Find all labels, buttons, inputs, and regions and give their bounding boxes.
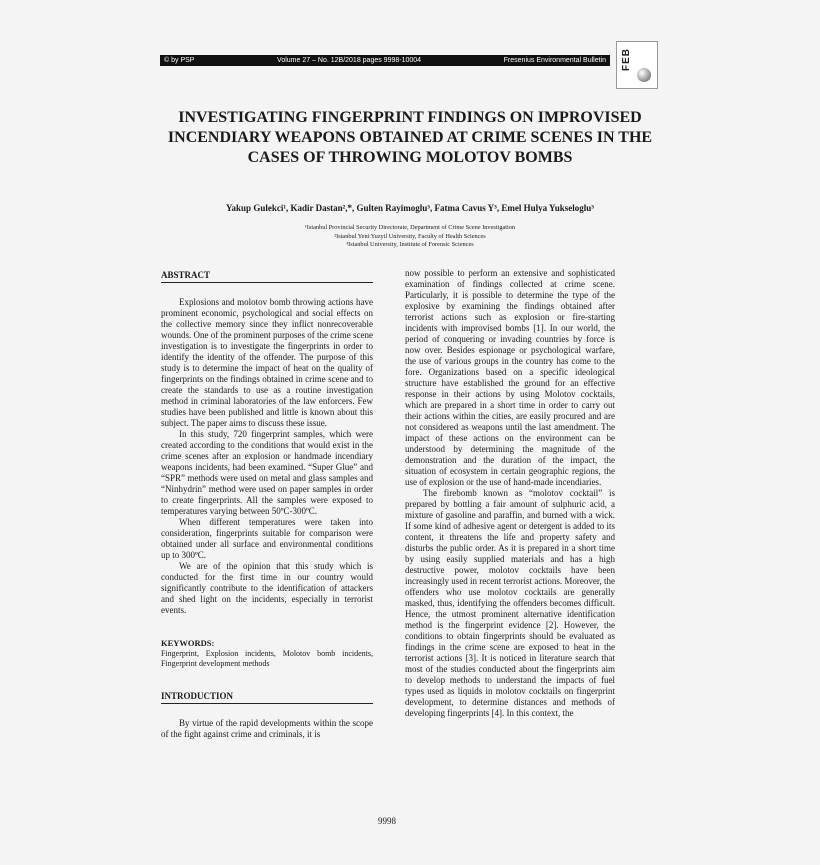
introduction-paragraph: By virtue of the rapid developments within the scope of the fight against crime and criminals, it is bbox=[161, 718, 373, 739]
page-number: 9998 bbox=[378, 816, 396, 826]
journal-header-bar bbox=[160, 55, 610, 66]
left-column bbox=[161, 270, 373, 740]
body-paragraph-1: now possible to perform an extensive and sophisticated examination of findings collected at crime scene. Particularly, it is possible to determine the type of the explosive by examining the findings obtained after terrorist actions such as explosion or fire-starting incidents with improvised bombs [1]. In our world, the period of conquering or invading countries by force is now over. Besides espionage or psychological warfare, the use of various groups in the country has come to the fore. Organizations based on a specific ideological structure have established the ground for an effective response in their actions by using Molotov cocktails, which are prepared in a short time in order to carry out their actions within the cities, are easily procured and are not considered as weapons until the last amendment. The impact of these actions on the environment can be understood by determining the magnitude of the demonstration and the duration of the impact, the situation of ecosystem in certain geographic regions, the use of explosion or the use of hand-made incendiaries. bbox=[405, 268, 615, 487]
author-list: Yakup Gulekci¹, Kadir Dastan²,*, Gulten Rayimoglu³, Fatma Cavus Y³, Emel Hulya Yukseloglu³ bbox=[226, 203, 594, 213]
abstract-paragraph-4: We are of the opinion that this study which is conducted for the first time in our country would significantly contribute to the identification of attackers and shed light on the incidents, especially in terrorist events. bbox=[161, 561, 373, 615]
logo-text: FEB bbox=[621, 48, 632, 71]
abstract-paragraph-2: In this study, 720 fingerprint samples, which were created according to the conditions that would exist in the crime scenes after an explosion or handmade incendiary weapons incidents, had been examined. “Super Glue” and “SPR” methods were used on metal and glass samples and “Ninhydrin” method were used on paper samples in order to create fingerprints. All the samples were exposed to temperatures varying between 50ºC-300ºC. bbox=[161, 429, 373, 516]
right-column bbox=[405, 268, 615, 719]
copyright-text: © by PSP bbox=[164, 57, 195, 64]
keywords-heading: KEYWORDS: bbox=[161, 638, 215, 648]
keywords-text: Fingerprint, Explosion incidents, Molotov bomb incidents, Fingerprint development methods bbox=[161, 649, 373, 668]
logo-globe-icon bbox=[637, 68, 651, 82]
journal-name: Fresenius Environmental Bulletin bbox=[503, 57, 606, 64]
journal-logo bbox=[616, 41, 658, 89]
abstract-heading: ABSTRACT bbox=[161, 270, 373, 283]
abstract-paragraph-1: Explosions and molotov bomb throwing actions have prominent economic, psychological and social effects on the collective memory since they inflict nonrecoverable wounds. One of the prominent purposes of the crime scene investigation is to investigate the fingerprints in order to identify the identity of the offender. The purpose of this study is to determine the impact of heat on the quality of fingerprints on the findings obtained in crime scene and to create the standards to use as a routine investigation method in criminal laboratories of the law enforcers. Few studies have been published and little is known about this subject. The paper aims to discuss these issue. bbox=[161, 297, 373, 428]
paper-title: INVESTIGATING FINGERPRINT FINDINGS ON IMPROVISED INCENDIARY WEAPONS OBTAINED AT CRIME SCENES IN THE CASES OF THROWING MOLOTOV BOMBS bbox=[167, 109, 653, 166]
affiliation-1: ¹Istanbul Provincial Security Directorate, Department of Crime Scene Investigation bbox=[304, 224, 516, 231]
affiliation-2: ²Istanbul Yeni Yuzyil University, Faculty of Health Sciences bbox=[334, 232, 486, 240]
abstract-paragraph-3: When different temperatures were taken into consideration, fingerprints suitable for comparison were obtained under all surface and environmental conditions up to 300ºC. bbox=[161, 517, 373, 560]
introduction-heading: INTRODUCTION bbox=[161, 691, 373, 704]
body-paragraph-2: The firebomb known as “molotov cocktail” is prepared by bottling a fair amount of sulphuric acid, a mixture of gasoline and paraffin, and burned with a wick. If some kind of adhesive agent or detergent is added to its content, it threatens the life and property safety and disturbs the public order. As it is prepared in a short time by using easily supplied materials and has a high destructive power, molotov cocktails have been increasingly used in recent terrorist actions. Moreover, the offenders who use molotov cocktails are generally masked, thus, identifying the offenders becomes difficult. Hence, the utmost prominent alternative identification method is the fingerprint evidence [2]. However, the conditions to obtain fingerprints should be evaluated as findings in the crime scene are exposed to heat in the terrorist actions [3]. It is noticed in literature search that most of the studies conducted about the fingerprints aim to develop methods to understand the impacts of fuel types used as liquids in molotov cocktails on fingerprint development, to determine distances and methods of developing fingerprints [4]. In this context, the bbox=[405, 488, 615, 718]
volume-text: Volume 27 – No. 12B/2018 pages 9998-10004 bbox=[277, 57, 422, 64]
affiliations bbox=[220, 224, 600, 250]
affiliation-3: ³Istanbul University, Institute of Forensic Sciences bbox=[346, 241, 474, 248]
